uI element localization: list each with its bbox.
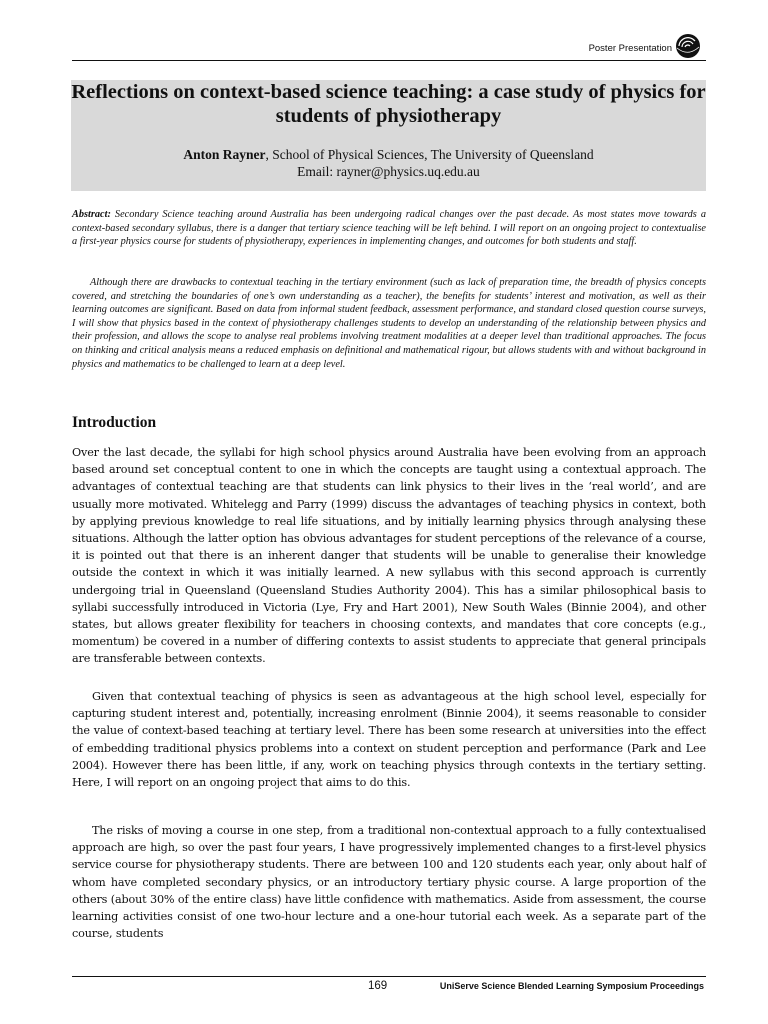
abstract-label: Abstract: [72, 209, 111, 220]
abstract-paragraph-2: Although there are drawbacks to contextual teaching in the tertiary environment (such as lack of preparation time, the breadth of physics concepts covered, and stretching the boundaries of one’s own understanding as a teacher), the benefits for students’ interest and motivation, as well as their learning outcomes are significant. Based on data from informal student feedback, assessment performance, and standard closed question course surveys, I will show that physics based in the context of physiotherapy challenges students to develop an understanding of the relationship between physics and their profession, and allows the scope to analyse real problems involving treatment modalities at a deeper level than traditional approaches. The focus on thinking and critical analysis means a reduced emphasis on definitional and mathematical rigour, but allows students with and without background in physics and mathematics to be challenged to learn at a deep level. [72, 277, 706, 370]
body-paragraph-1: Over the last decade, the syllabi for high school physics around Australia have been evolving from an approach based around set conceptual content to one in which the concepts are taught using a contextual approach. The advantages of contextual teaching are that students can link physics to their lives in the ‘real world’, and are usually more motivated. Whitelegg and Parry (1999) discuss the advantages of teaching physics in context, both by applying previous knowledge to real life situations, and by initially learning physics through analysing these situations. Although the latter option has obvious advantages for student perceptions of the relevance of a course, it is pointed out that there is an inherent danger that students will be unable to generalise their knowledge outside the context in which it was initially learned. A new syllabus with this second approach is currently undergoing trial in Queensland (Queensland Studies Authority 2004). This has a similar philosophical basis to syllabi successfully introduced in Victoria (Lye, Fry and Hart 2001), New South Wales (Binnie 2004), and other states, but allows greater flexibility for teachers in choosing contexts, and mandates that core concepts (e.g., momentum) be covered in a number of differing contexts to assist students to appreciate that general principals are transferable between contexts. [72, 446, 706, 666]
paper-title: Reflections on context-based science teaching: a case study of physics for students of physiotherapy [71, 81, 706, 127]
footer-proceedings-title: UniServe Science Blended Learning Symposium Proceedings [439, 981, 704, 991]
page-number: 169 [368, 980, 388, 992]
author-name: Anton Rayner [183, 147, 266, 162]
author-affiliation: , School of Physical Sciences, The University of Queensland [265, 147, 594, 162]
body-paragraph-3: The risks of moving a course in one step, from a traditional non-contextual approach to a fully contextualised approach are high, so over the past four years, I have progressively implemented changes to a first-level physics service course for physiotherapy students. There are between 100 and 120 students each year, only about half of whom have completed secondary physics, or an introductory tertiary physic course. A large proportion of the others (about 30% of the entire class) have little confidence with mathematics. Aside from assessment, the course learning activities consist of one two-hour lecture and a one-hour tutorial each week. As a separate part of the course, students [72, 824, 706, 941]
abstract-paragraph-1 [72, 208, 706, 249]
section-heading-introduction: Introduction [72, 414, 157, 431]
nautilus-shell-icon [674, 32, 702, 60]
header-label: Poster Presentation [588, 43, 672, 54]
header-divider [72, 60, 706, 61]
author-line [71, 146, 706, 163]
author-email: Email: rayner@physics.uq.edu.au [297, 164, 480, 179]
body-paragraph-2: Given that contextual teaching of physics is seen as advantageous at the high school level, especially for capturing student interest and, potentially, increasing enrolment (Binnie 2004), it seems reasonable to consider the value of context-based teaching at tertiary level. There has been some research at universities into the effect of embedding traditional physics problems into a context on student perception and performance (Park and Lee 2004). However there has been little, if any, work on teaching physics through contexts in the tertiary setting. Here, I will report on an ongoing project that aims to do this. [72, 690, 706, 790]
abstract-text-1: Secondary Science teaching around Australia has been undergoing radical changes over the past decade. As most states move towards a context-based secondary syllabus, there is a danger that tertiary science teaching will be left behind. I will report on an ongoing project to contextualise a first-year physics course for students of physiotherapy, experiences in implementing changes, and outcomes for both students and staff. [72, 209, 706, 248]
footer-divider [72, 976, 706, 977]
